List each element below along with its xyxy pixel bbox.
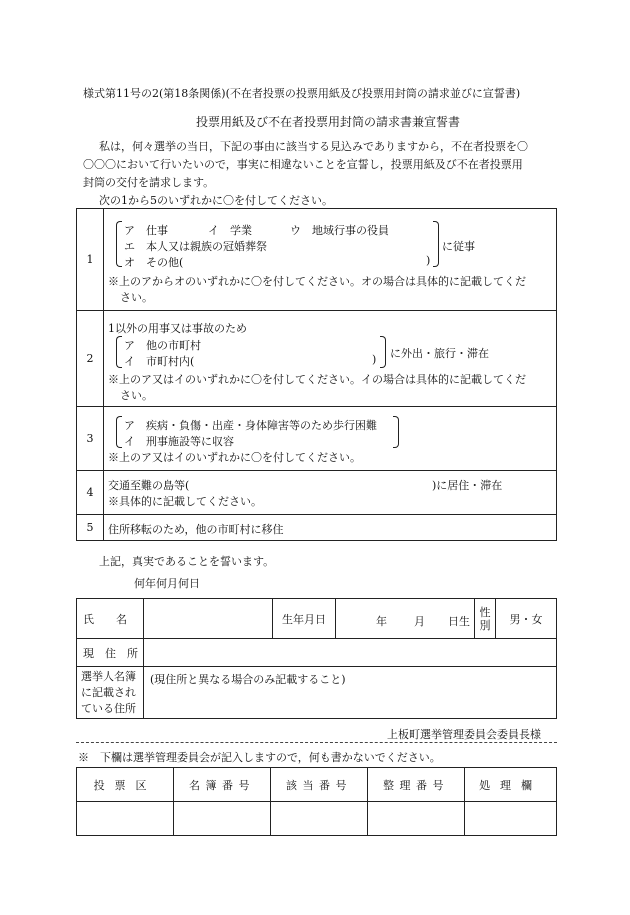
reason1-note-2: さい。: [120, 291, 153, 304]
reason3-a: ア 疾病・負傷・出産・身体障害等のため歩行困難: [124, 419, 377, 432]
reason1-o-close: ): [426, 254, 431, 267]
intro-line-3: 封筒の交付を請求します。: [83, 176, 215, 189]
reason1-note: ※上のアからオのいずれかに〇を付してください。オの場合は具体的に記載してくだ: [108, 275, 526, 288]
cell-registry-number[interactable]: [174, 802, 271, 836]
intro-instruction: 次の1から5のいずれかに〇を付してください。: [99, 194, 333, 207]
reason-number: 1: [77, 209, 104, 311]
reason2-suffix: に外出・旅行・滞在: [390, 347, 489, 360]
admin-note: ※ 下欄は選挙管理委員会が記入しますので，何も書かないでください。: [78, 751, 441, 764]
reason2-i: イ 市町村内(: [124, 355, 195, 368]
reason3-note: ※上のア又はイのいずれかに〇を付してください。: [108, 451, 361, 464]
reason2-note-2: さい。: [120, 389, 153, 402]
reason2-note: ※上のア又はイのいずれかに〇を付してください。イの場合は具体的に記載してくだ: [108, 373, 526, 386]
birthdate-field[interactable]: [336, 599, 475, 639]
reasons-table: [76, 208, 557, 541]
reason-row-5: [77, 515, 557, 541]
reason-row-4: [77, 471, 557, 515]
reason4-note: ※具体的に記載してください。: [108, 495, 262, 508]
identity-table: [76, 598, 557, 719]
reason1-e: エ 本人又は親族の冠婚葬祭: [124, 240, 267, 253]
sex-label: 性 別: [475, 599, 496, 639]
reason-number: 5: [77, 515, 104, 541]
cell-reference-number[interactable]: [368, 802, 465, 836]
intro-line-2: 〇〇〇において行いたいので，事実に相違ないことを宣誓し，投票用紙及び不在者投票用: [83, 158, 523, 171]
reason-body-4[interactable]: [104, 471, 557, 515]
col-reference-number: 整理番号: [383, 778, 449, 792]
birth-label: 生年月日: [273, 599, 336, 639]
name-label: 氏 名: [77, 599, 144, 639]
cell-voting-district[interactable]: [77, 802, 174, 836]
reason-number: 3: [77, 407, 104, 471]
sex-options[interactable]: 男・女: [496, 599, 557, 639]
reason4-main: 交通至難の島等(: [108, 479, 190, 492]
col-applicable-number: 該当番号: [286, 778, 352, 792]
reason1-o: オ その他(: [124, 256, 184, 269]
reason-row-1: [77, 209, 557, 311]
intro-line-1: 私は，何々選挙の当日，下記の事由に該当する見込みでありますから，不在者投票を〇: [99, 140, 528, 153]
addressee: 上板町選挙管理委員会委員長様: [387, 728, 541, 741]
cut-line: [76, 742, 557, 743]
birth-year-unit: 年: [376, 615, 387, 628]
reason2-i-close: ): [372, 353, 377, 366]
reason-row-2: [77, 311, 557, 407]
reason2-a: ア 他の市町村: [124, 339, 201, 352]
reason5-main: 住所移転のため，他の市町村に移住: [108, 523, 284, 536]
reason-row-3: [77, 407, 557, 471]
reason2-lead: 1以外の用事又は事故のため: [108, 322, 247, 335]
oath-date[interactable]: 何年何月何日: [134, 577, 200, 590]
page-title: 投票用紙及び不在者投票用封筒の請求書兼宣誓書: [196, 115, 461, 129]
reason-body-3[interactable]: [104, 407, 557, 471]
col-voting-district: 投票区: [93, 778, 157, 792]
registry-address-label: 選挙人名簿 に記載され ている住所: [77, 667, 144, 719]
registry-note: (現住所と異なる場合のみ記載すること): [150, 673, 346, 686]
admin-table: [76, 767, 557, 836]
birth-month-unit: 月: [414, 615, 425, 628]
col-processing: 処理欄: [479, 778, 542, 792]
cell-processing[interactable]: [465, 802, 557, 836]
registry-address-field[interactable]: [144, 667, 557, 719]
address-field[interactable]: [144, 639, 557, 667]
reason1-u: ウ 地域行事の役員: [290, 224, 389, 237]
address-label: 現 住 所: [77, 639, 144, 667]
reason-number: 4: [77, 471, 104, 515]
oath-statement: 上記，真実であることを誓います。: [99, 555, 275, 568]
form-label: 様式第11号の2(第18条関係)(不在者投票の投票用紙及び投票用封筒の請求並びに宣誓書): [83, 87, 521, 100]
birth-day-unit: 日生: [448, 615, 470, 628]
reason-number: 2: [77, 311, 104, 407]
reason3-i: イ 刑事施設等に収容: [124, 435, 234, 448]
cell-applicable-number[interactable]: [271, 802, 368, 836]
reason1-a: ア 仕事: [124, 224, 168, 237]
reason-body-2[interactable]: [104, 311, 557, 407]
reason1-suffix: に従事: [442, 240, 475, 253]
reason-body-5[interactable]: [104, 515, 557, 541]
reason1-i: イ 学業: [208, 224, 252, 237]
name-field[interactable]: [144, 599, 273, 639]
reason4-suffix: )に居住・滞在: [432, 479, 503, 492]
reason-body-1[interactable]: [104, 209, 557, 311]
col-registry-number: 名簿番号: [189, 778, 255, 792]
